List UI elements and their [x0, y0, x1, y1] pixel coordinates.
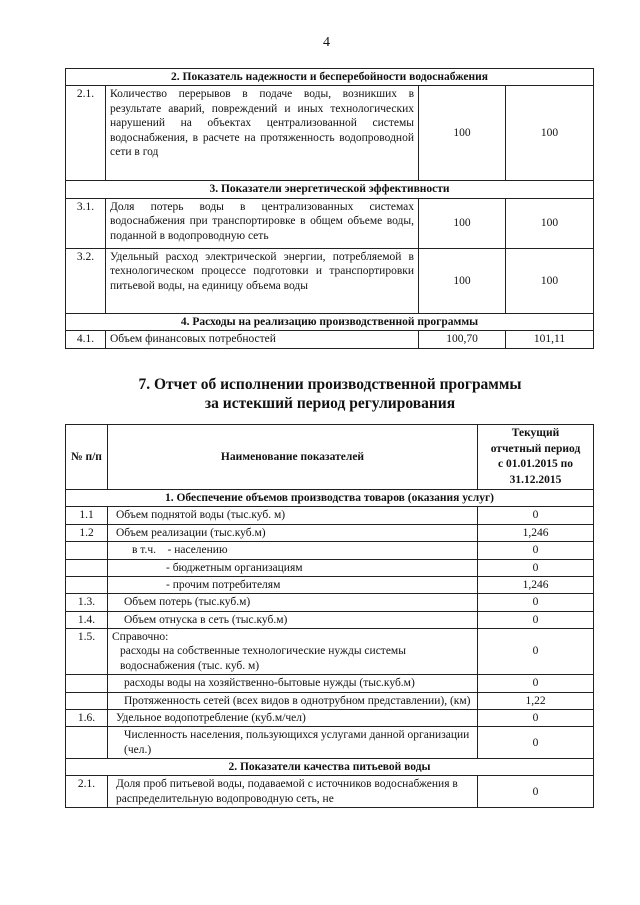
indicator-name: Численность населения, пользующихся услугами данной организации (чел.) [108, 727, 478, 759]
value-cell: 0 [478, 559, 594, 576]
report-heading [60, 375, 600, 413]
row-number: 1.3. [66, 594, 108, 611]
row-number [66, 576, 108, 593]
column-header-number: № п/п [66, 425, 108, 490]
row-number: 1.4. [66, 611, 108, 628]
section-title: 2. Показатели качества питьевой воды [66, 759, 594, 776]
indicator-name: Протяженность сетей (всех видов в однотрубном представлении), (км) [108, 692, 478, 709]
table-row [66, 86, 594, 181]
value-cell: 0 [478, 594, 594, 611]
row-number: 4.1. [66, 331, 106, 348]
indicator-name: Объем финансовых потребностей [106, 331, 419, 348]
row-number [66, 675, 108, 692]
indicator-name: Объем потерь (тыс.куб.м) [108, 594, 478, 611]
indicator-name: Объем реализации (тыс.куб.м) [108, 524, 478, 541]
value-cell: 100 [506, 248, 594, 313]
indicator-name: Удельный расход электрической энергии, потребляемой в технологическом процессе подготовки и транспортировки питьевой воды, на единицу объема воды [106, 248, 419, 313]
table-row [66, 331, 594, 348]
table-row [66, 594, 594, 611]
row-number: 1.5. [66, 629, 108, 675]
value-cell: 0 [478, 611, 594, 628]
value-cell: 0 [478, 675, 594, 692]
row-number: 3.2. [66, 248, 106, 313]
indicator-name: - прочим потребителям [108, 576, 478, 593]
row-number: 1.6. [66, 709, 108, 726]
row-number [66, 727, 108, 759]
value-cell: 100 [506, 198, 594, 248]
indicator-name: Удельное водопотребление (куб.м/чел) [108, 709, 478, 726]
row-number [66, 559, 108, 576]
section-row [66, 759, 594, 776]
program-report-table [65, 424, 594, 808]
value-cell: 0 [478, 776, 594, 808]
table-row [66, 524, 594, 541]
value-cell: 100,70 [419, 331, 506, 348]
section-row [66, 490, 594, 507]
row-number [66, 692, 108, 709]
row-number: 1.1 [66, 507, 108, 524]
value-cell: 100 [419, 86, 506, 181]
indicator-name [108, 629, 478, 675]
indicator-name: Объем поднятой воды (тыс.куб. м) [108, 507, 478, 524]
value-cell: 101,11 [506, 331, 594, 348]
indicator-name: Доля проб питьевой воды, подаваемой с источников водоснабжения в распределительную водопроводную сеть, не [108, 776, 478, 808]
indicator-name: Объем отнуска в сеть (тыс.куб.м) [108, 611, 478, 628]
row-number: 2.1. [66, 86, 106, 181]
column-header-name: Наименование показателей [108, 425, 478, 490]
table-row [66, 507, 594, 524]
table-row [66, 542, 594, 559]
table-row [66, 559, 594, 576]
value-cell: 1,246 [478, 576, 594, 593]
value-cell: 0 [478, 542, 594, 559]
value-cell: 100 [419, 198, 506, 248]
indicators-table [65, 68, 594, 349]
row-number: 2.1. [66, 776, 108, 808]
heading-line-1: 7. Отчет об исполнении производственной программы [138, 376, 522, 393]
value-cell: 1,22 [478, 692, 594, 709]
column-header-current-period: Текущий отчетный период с 01.01.2015 по 31.12.2015 [478, 425, 594, 490]
row-number: 3.1. [66, 198, 106, 248]
table-row [66, 611, 594, 628]
section-title: 4. Расходы на реализацию производственной программы [66, 313, 594, 330]
table-row [66, 709, 594, 726]
table-row [66, 692, 594, 709]
header-row [66, 425, 594, 490]
value-cell: 0 [478, 629, 594, 675]
value-cell: 100 [419, 248, 506, 313]
page-number: 4 [323, 35, 330, 50]
indicator-name: в т.ч. - населению [108, 542, 478, 559]
table-row [66, 576, 594, 593]
section-title: 1. Обеспечение объемов производства товаров (оказания услуг) [66, 490, 594, 507]
section-row [66, 181, 594, 198]
table-row [66, 776, 594, 808]
value-cell: 100 [506, 86, 594, 181]
section-row [66, 69, 594, 86]
heading-line-2: за истекший период регулирования [204, 395, 456, 412]
value-cell: 0 [478, 727, 594, 759]
reference-label: Справочно: [112, 631, 169, 644]
indicator-name: Количество перерывов в подаче воды, возникших в результате аварий, повреждений и иных технологических нарушений на объектах централизованной системы водоснабжения, в расчете на протяженность водопроводной сети в год [106, 86, 419, 181]
row-number [66, 542, 108, 559]
table-row [66, 629, 594, 675]
value-cell: 1,246 [478, 524, 594, 541]
indicator-name: - бюджетным организациям [108, 559, 478, 576]
table-row [66, 198, 594, 248]
section-row [66, 313, 594, 330]
indicator-name: расходы воды на хозяйственно-бытовые нужды (тыс.куб.м) [108, 675, 478, 692]
indicator-name: Доля потерь воды в централизованных системах водоснабжения при транспортировке в общем объеме воды, поданной в водопроводную сеть [106, 198, 419, 248]
table-row [66, 727, 594, 759]
value-cell: 0 [478, 709, 594, 726]
table-row [66, 675, 594, 692]
section-title: 3. Показатели энергетической эффективности [66, 181, 594, 198]
value-cell: 0 [478, 507, 594, 524]
table-row [66, 248, 594, 313]
row-number: 1.2 [66, 524, 108, 541]
indicator-text: расходы на собственные технологические нужды системы водоснабжения (тыс. куб. м) [120, 645, 406, 672]
section-title: 2. Показатель надежности и бесперебойности водоснабжения [66, 69, 594, 86]
